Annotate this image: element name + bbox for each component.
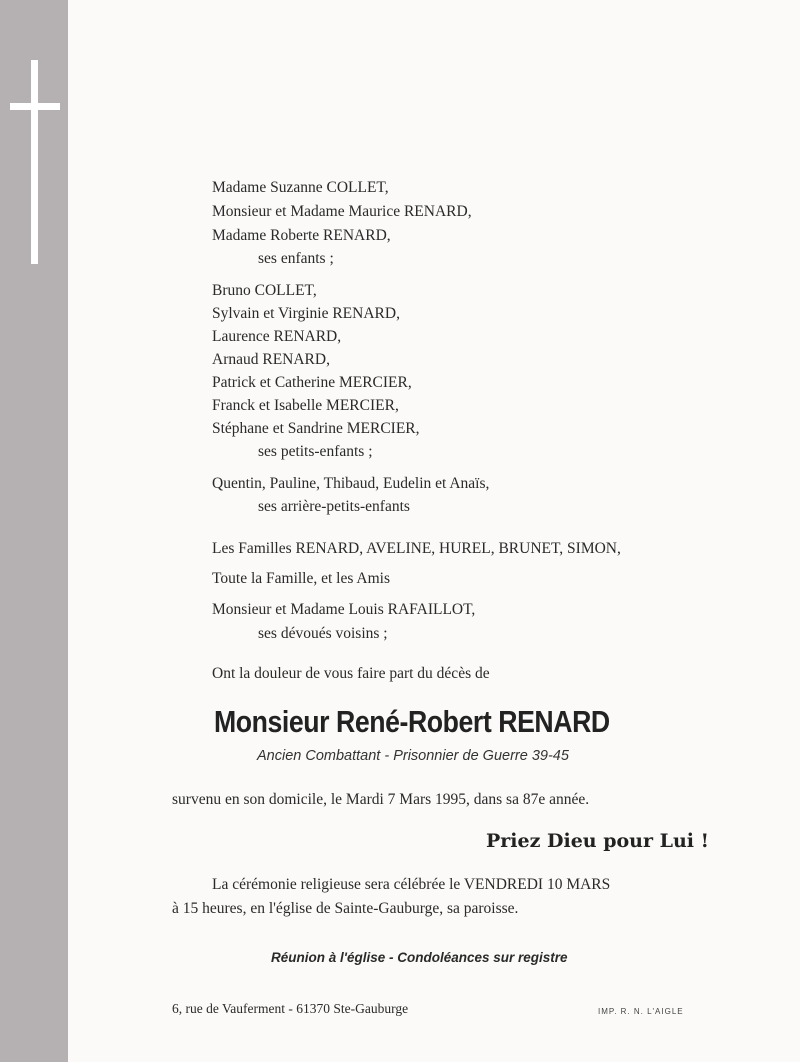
- child-line: Monsieur et Madame Maurice RENARD,: [212, 203, 472, 220]
- grandchild-line: Arnaud RENARD,: [212, 351, 330, 368]
- child-line: Madame Suzanne COLLET,: [212, 179, 389, 196]
- address-line: 6, rue de Vauferment - 61370 Ste-Gauburge: [172, 1001, 409, 1016]
- grandchild-line: Laurence RENARD,: [212, 328, 342, 345]
- announcement-line: Ont la douleur de vous faire part du décès de: [212, 665, 490, 682]
- grandchild-line: Patrick et Catherine MERCIER,: [212, 374, 412, 391]
- child-line: Madame Roberte RENARD,: [212, 227, 391, 244]
- prayer-line: Priez Dieu pour Lui !: [486, 830, 709, 852]
- neighbors-line: Monsieur et Madame Louis RAFAILLOT,: [212, 601, 476, 618]
- cross-icon: [31, 60, 38, 264]
- grandchild-line: Bruno COLLET,: [212, 282, 317, 299]
- ceremony-line-1: La cérémonie religieuse sera célébrée le VENDREDI 10 MARS: [212, 876, 611, 893]
- neighbors-label: ses dévoués voisins ;: [258, 625, 388, 642]
- grandchild-line: Stéphane et Sandrine MERCIER,: [212, 420, 420, 437]
- deceased-title: Ancien Combattant - Prisonnier de Guerre 39-45: [257, 748, 569, 764]
- reunion-line: Réunion à l'église - Condoléances sur registre: [271, 950, 568, 965]
- deceased-name: Monsieur René-Robert RENARD: [214, 704, 610, 739]
- families-line: Les Familles RENARD, AVELINE, HUREL, BRUNET, SIMON,: [212, 540, 621, 557]
- all-family-line: Toute la Famille, et les Amis: [212, 570, 391, 587]
- printer-mark: IMP. R. N. L'AIGLE: [598, 1007, 684, 1016]
- grandchild-line: Sylvain et Virginie RENARD,: [212, 305, 400, 322]
- children-label: ses enfants ;: [258, 250, 334, 267]
- grandchild-line: Franck et Isabelle MERCIER,: [212, 397, 399, 414]
- side-band: [0, 0, 68, 1062]
- ceremony-line-2: à 15 heures, en l'église de Sainte-Gauburge, sa paroisse.: [172, 900, 519, 917]
- cross-icon-bar: [10, 103, 60, 110]
- great-grandchildren-label: ses arrière-petits-enfants: [258, 498, 410, 515]
- great-grandchildren-line: Quentin, Pauline, Thibaud, Eudelin et Anaïs,: [212, 475, 490, 492]
- death-info-line: survenu en son domicile, le Mardi 7 Mars 1995, dans sa 87e année.: [172, 791, 590, 808]
- grandchildren-label: ses petits-enfants ;: [258, 443, 373, 460]
